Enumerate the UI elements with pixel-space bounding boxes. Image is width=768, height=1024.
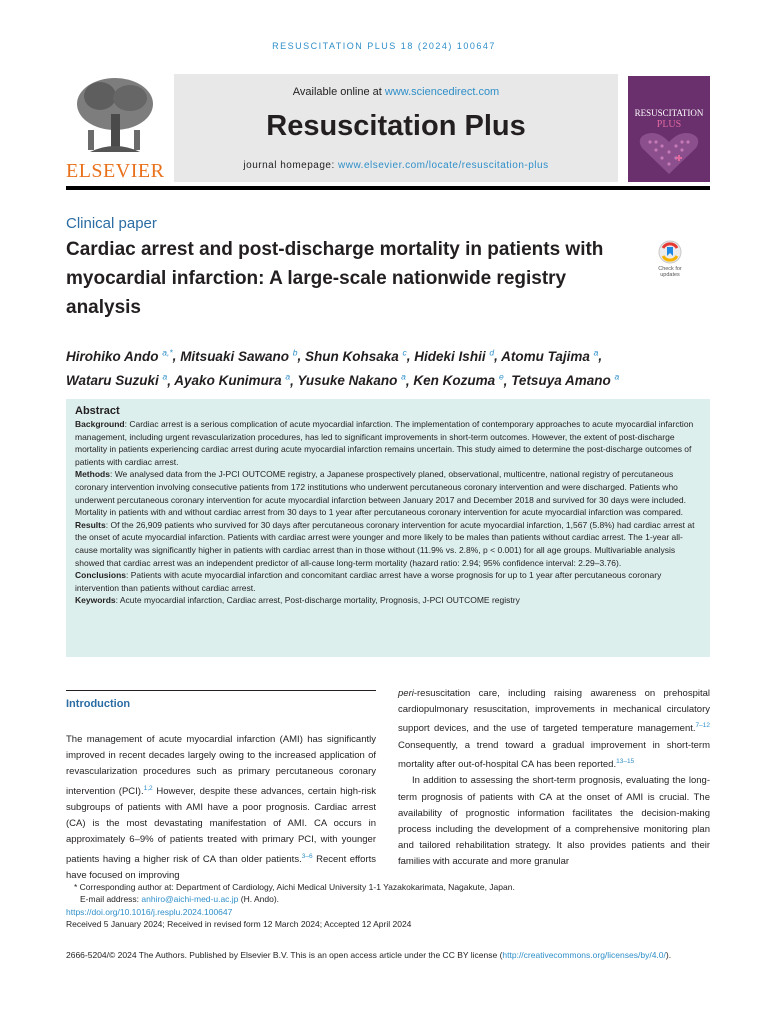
citation-link[interactable]: 13–15 (616, 757, 635, 765)
journal-title: Resuscitation Plus (266, 110, 526, 142)
intro-paragraph: In addition to assessing the short-term prognosis, evaluating the long-term prognosis of patients with CA at the onset of AMI is crucial. The availability of prognostic information facilitates the decision-making process including the development of a comprehensive monitoring plan and tailored rehabilitation strategy. It also provides patients and their families with accurate and more granular (398, 775, 710, 868)
abstract-heading: Abstract (75, 405, 120, 417)
author-list: Hirohiko Ando $^{a,*}$, Mitsuaki Sawano $^b$, Shun Kohsaka $^c$, Hideki Ishii $^d$, Atomu Tajima $^a$, Wataru Suzuki $^a$, Ayako Kunimura $^a$, Yusuke Nakano $^a$, Ken Kozuma $^e$, Tetsuya Amano $^a$ (66, 347, 620, 388)
citation-link[interactable]: 7–12 (695, 722, 710, 730)
footnotes (66, 881, 710, 930)
sciencedirect-link[interactable]: www.sciencedirect.com (384, 86, 500, 98)
email-note: E-mail address: anhiro@aichi-med-u.ac.jp (H. Ando). (80, 894, 280, 905)
abstract-methods: Methods: We analysed data from the J-PCI OUTCOME registry, a Japanese prospectively planed, observational, multicentre, national registry of percutaneous coronary intervention involving consecutive patients from 172 institutions who underwent percutaneous coronary intervention and were discharged. Patients who underwent percutaneous coronary intervention for acute myocardial infarction between January 2017 and December 2018 and survived for 30 days were included. Mortality in patients with and without cardiac arrest from 30 days to 1 year after percutaneous coronary intervention for acute myocardial infarction was compared. (75, 469, 686, 518)
abstract-results: Results: Of the 26,909 patients who survived for 30 days after percutaneous coronary intervention for acute myocardial infarction, 1,567 (5.8%) had cardiac arrest at the onset of acute myocardial infarction. Patients with cardiac arrest were younger and more likely to be males than patients without cardiac arrest. The 1-year all-cause mortality was significantly higher in patients with cardiac arrest than in those without (11.9% vs. 2.8%, p < 0.001) for all age groups. Multivariable analysis showed that cardiac arrest was an independent predictor of all-cause long-term mortality (hazard ratio: 2.94; 95% confidence interval: 2.29–3.76). (75, 519, 695, 568)
abstract-box (66, 399, 710, 657)
doi-link[interactable]: https://doi.org/10.1016/j.resplu.2024.100647 (66, 906, 233, 917)
intro-left-column (66, 732, 376, 884)
corresponding-author-note: * Corresponding author at: Department of Cardiology, Aichi Medical University 1-1 Yazakokarimata, Nagakute, Japan. (74, 882, 515, 892)
author[interactable]: Wataru Suzuki $^a$ (66, 371, 168, 388)
author[interactable]: Hideki Ishii $^d$ (414, 347, 495, 364)
elsevier-logo[interactable] (66, 74, 164, 180)
article-type: Clinical paper (66, 215, 157, 232)
journal-cover[interactable] (628, 76, 710, 182)
intro-right-column (398, 686, 710, 871)
author[interactable]: Ken Kozuma $^e$ (413, 371, 504, 388)
header-rule (66, 186, 710, 190)
journal-homepage-link[interactable]: www.elsevier.com/locate/resuscitation-plus (338, 160, 549, 171)
author[interactable]: Hirohiko Ando $^{a,*}$ (66, 347, 173, 364)
author[interactable]: Mitsuaki Sawano $^b$ (180, 347, 298, 364)
elsevier-wordmark: ELSEVIER (66, 160, 165, 182)
author[interactable]: Tetsuya Amano $^a$ (511, 371, 620, 388)
check-for-updates-badge[interactable] (650, 240, 690, 286)
email-link[interactable]: anhiro@aichi-med-u.ac.jp (141, 894, 239, 905)
citation-link[interactable]: 1,2 (143, 784, 153, 792)
license-note: 2666-5204/© 2024 The Authors. Published by Elsevier B.V. This is an open access article under the CC BY license (http://creativecommons.org/licenses/by/4.0/). (66, 950, 672, 960)
author[interactable]: Atomu Tajima $^a$ (501, 347, 599, 364)
intro-paragraph: The management of acute myocardial infarction (AMI) has significantly improved in recent decades largely owing to the increased application of revascularization procedures such as primary percutaneous coronary intervention (PCI).$^{1,2}$ However, despite these advances, certain high-risk subgroups of patients with AMI have a poor prognosis. Cardiac arrest (CA) is the most devastating manifestation of AMI. CA occurs in approximately 6–9% of patients treated with primary PCI, with younger patients having a higher risk of CA than older patients.$^{3-6}$ Recent efforts have focused on improving (66, 734, 376, 881)
cover-heart-icon (636, 132, 702, 176)
intro-rule (66, 690, 376, 691)
abstract-conclusions: Conclusions: Patients with acute myocardial infarction and concomitant cardiac arrest have a worse prognosis for up to 1 year after percutaneous coronary intervention than patients without cardiac arrest. (75, 570, 662, 593)
license-link[interactable]: http://creativecommons.org/licenses/by/4.0/ (502, 950, 666, 960)
abstract-background: Background: Cardiac arrest is a serious complication of acute myocardial infarction. The implementation of contemporary approaches to acute myocardial infarction management, including urgent revascularization procedures, has led to significant improvements in short-term outcomes. However, the extent of post-discharge mortality in patients experiencing cardiac arrest during acute myocardial infarction remains uncertain. This study aimed to determine the post-discharge outcomes of patients with cardiac arrest. (75, 419, 694, 467)
available-prefix: Available online at (292, 86, 385, 98)
author[interactable]: Ayako Kunimura $^a$ (174, 371, 291, 388)
author[interactable]: Yusuke Nakano $^a$ (297, 371, 406, 388)
article-title: Cardiac arrest and post-discharge mortality in patients with myocardial infarction: A large-scale nationwide registry analysis (66, 239, 604, 318)
masthead (66, 74, 710, 184)
intro-paragraph: peri-resuscitation care, including raising awareness on prehospital cardiopulmonary resuscitation, improvements in mechanical circulatory support devices, and the use of targeted temperature management.$^{7-12}$ Consequently, a trend toward a gradual improvement in short-term mortality after out-of-hospital CA has been reported.$^{13-15}$ (398, 688, 710, 771)
journal-homepage (174, 160, 618, 171)
citation-link[interactable]: 3–6 (301, 852, 313, 860)
available-online (174, 86, 618, 98)
cover-title-line1: RESUSCITATION (634, 108, 704, 118)
author[interactable]: Shun Kohsaka $^c$ (304, 347, 407, 364)
homepage-prefix: journal homepage: (243, 160, 339, 171)
received-dates: Received 5 January 2024; Received in revised form 12 March 2024; Accepted 12 April 2024 (66, 918, 412, 929)
check-for-updates-icon (650, 240, 690, 266)
journal-banner (174, 74, 618, 182)
elsevier-tree-icon (70, 74, 160, 156)
abstract-keywords: Keywords: Acute myocardial infarction, Cardiac arrest, Post-discharge mortality, Prognosis, J-PCI OUTCOME registry (75, 595, 520, 606)
cover-title-line2: PLUS (656, 119, 682, 130)
introduction-heading: Introduction (66, 698, 131, 710)
check-for-updates-label: Check for updates (658, 266, 682, 278)
running-head: RESUSCITATION PLUS 18 (2024) 100647 (272, 41, 496, 51)
